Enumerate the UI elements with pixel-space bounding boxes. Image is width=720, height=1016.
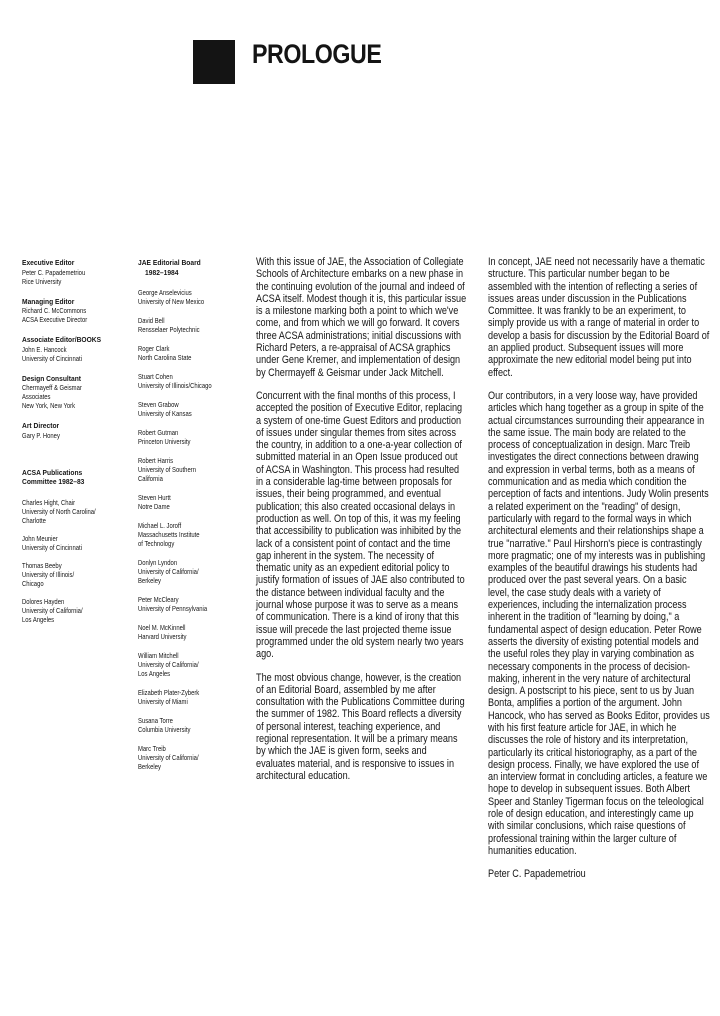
board-member xyxy=(138,595,256,613)
member-name: Dolores Hayden xyxy=(22,596,65,606)
member-name: Charles Hight, Chair xyxy=(22,497,76,507)
member-affiliation: University of Cincinnati xyxy=(22,542,82,552)
masthead-affiliation: University of Cincinnati xyxy=(22,353,82,363)
board-member xyxy=(138,716,256,734)
title-black-square xyxy=(193,40,235,84)
masthead-role: Design Consultant xyxy=(22,373,82,383)
board-title: JAE Editorial Board xyxy=(138,258,201,267)
committee-years: Committee 1982–83 xyxy=(22,477,85,486)
board-heading xyxy=(138,258,256,277)
masthead-role: Executive Editor xyxy=(22,258,75,267)
editorial-board xyxy=(138,258,256,781)
member-affiliation: Chicago xyxy=(22,578,44,588)
member-affiliation: Massachusetts Institute xyxy=(138,530,200,539)
board-member xyxy=(138,558,256,585)
masthead-name: Richard C. McCommons xyxy=(22,306,87,315)
member-affiliation: Charlotte xyxy=(22,515,46,525)
article-paragraph: Concurrent with the final months of this process, I accepted the position of Executive Editor, replacing a system of one-time Guest Editors and production of issues under singular themes from sites across the country, in addition to a one-a-year collection of submitted material in an Open Issue produced out of ACSA in Washington. This process had resulted in a considerable lag-time between proposals for issues, their being programmed, and eventual publication; this also created occasional delays in production as well. On top of this, it was my feeling that accessibility to publication was inhibited by the lack of a consistent point of contact and the time gap inherent in the system. The necessity of thematic unity as an expedient editorial policy to justify formation of issues of JAE also contributed to the distance between individual faculty and the journal whose purpose it was to serve as a means of communication. There is a kind of irony that this issue will precede the last projected theme issue programmed under the old system nearly two years ago. xyxy=(256,389,465,661)
member-affiliation: Los Angeles xyxy=(22,614,55,624)
member-affiliation: University of Pennsylvania xyxy=(138,604,208,613)
board-member xyxy=(138,400,256,418)
masthead-entry xyxy=(22,421,130,440)
board-member xyxy=(138,456,256,483)
masthead-role: Managing Editor xyxy=(22,296,75,306)
member-affiliation: Berkeley xyxy=(138,762,161,771)
member-affiliation: Harvard University xyxy=(138,632,187,641)
masthead-location: New York, New York xyxy=(22,401,76,410)
member-affiliation: California xyxy=(138,474,163,483)
masthead-name: Chermayeff & Geismar xyxy=(22,383,82,392)
article-paragraph: Our contributors, in a very loose way, have provided articles which hang together as a group in spite of the actual circumstances surrounding their appearance in the same issue. The main body are related to the process of conceptualization in design. Marc Treib investigates the direct connections between drawing and expression in verbal terms, both as a means of communication and as media which condition the perception of facts and intentions. Judy Wolin presents a related experiment on the "reading" of design, particularly with regard to the formal ways in which architectural elements and their relationships shape a true "narrative." Paul Hirshorn's piece is contrastingly more pragmatic; one of my interests was in publishing examples of the beautiful drawings his students had produced over the past several years. On a basic level, the case study deals with a variety of experiences, including the internalization process inherent in the tradition of "learning by doing," a fundamental aspect of design education. Peter Rowe asserts the diversity of existing potential models and the useful roles they play in varying combination as necessary components in the process of decision-making, inherent in the very nature of architectural design. A postscript to his piece, sent to us by Juan Bonta, amplifies a portion of the argument. John Hancock, who has served as Books Editor, provides us with his first feature article for JAE, in which he discusses the role of history and its interpretation, particularly its critical historiography, as a part of the design process. Finally, we have explored the use of an interview format in concluding articles, a feature we hope to develop in subsequent issues. Both Albert Speer and Stanley Tigerman focus on the teleological role of design education, and interestingly came up with similar conclusions, which raise questions of professional training within the larger culture of humanities education. xyxy=(488,389,710,857)
member-affiliation: University of Miami xyxy=(138,697,188,706)
board-member xyxy=(138,428,256,446)
member-affiliation: University of Illinois/Chicago xyxy=(138,381,212,390)
member-name: Robert Gutman xyxy=(138,428,179,437)
member-affiliation: University of California/ xyxy=(138,660,199,669)
masthead-name: John E. Hancock xyxy=(22,344,67,354)
member-affiliation: University of North Carolina/ xyxy=(22,506,96,516)
committee-member xyxy=(22,561,130,588)
member-name: Michael L. Joroff xyxy=(138,521,182,530)
member-affiliation: University of California/ xyxy=(22,605,83,615)
board-years: 1982–1984 xyxy=(145,267,179,277)
board-member xyxy=(138,316,256,334)
article-paragraph: The most obvious change, however, is the creation of an Editorial Board, assembled by me after consultation with the Publications Committee during the summer of 1982. This Board reflects a diversity of personal interest, teaching experience, and regional representation. It will be a primary means by which the JAE is given form, seeks and evaluates material, and is responsive to issues in architectural education. xyxy=(256,671,465,782)
masthead-entry xyxy=(22,374,130,411)
member-affiliation: University of Kansas xyxy=(138,409,192,418)
board-member xyxy=(138,372,256,390)
committee-title: ACSA Publications xyxy=(22,467,83,477)
masthead-entry xyxy=(22,335,130,363)
member-name: Susana Torre xyxy=(138,716,173,725)
board-member xyxy=(138,688,256,706)
article-paragraph: With this issue of JAE, the Association of Collegiate Schools of Architecture embarks on a new phase in the continuing evolution of the journal and indeed of ACSA itself. Modest though it is, this particular issue is a milestone marking both a point to which we've come, and from which we will go forward. It covers three ACSA administrations; initial discussions with Richard Peters, a re-appraisal of ACSA graphics under Gene Kremer, and implementation of design by Chermayeff & Geismar under Jack Mitchell. xyxy=(256,256,467,379)
member-affiliation: University of California/ xyxy=(138,567,199,576)
article-column-2 xyxy=(488,256,710,892)
masthead-role: Art Director xyxy=(22,421,60,430)
member-name: Peter McCleary xyxy=(138,595,179,604)
masthead-name: Gary P. Honey xyxy=(22,430,60,440)
member-affiliation: University of California/ xyxy=(138,753,199,762)
masthead-entry xyxy=(22,258,130,286)
masthead-entry xyxy=(22,297,130,325)
masthead-affiliation: ACSA Executive Director xyxy=(22,315,88,324)
member-name: Steven Grabow xyxy=(138,400,179,409)
member-name: Steven Hurtt xyxy=(138,493,171,502)
committee-member xyxy=(22,498,130,525)
page-title: PROLOGUE xyxy=(252,39,382,69)
board-member xyxy=(138,344,256,362)
member-name: Thomas Beeby xyxy=(22,560,62,570)
member-name: Stuart Cohen xyxy=(138,372,173,381)
article-column-1 xyxy=(256,256,467,793)
member-name: Noel M. McKinnell xyxy=(138,623,186,632)
member-name: Roger Clark xyxy=(138,344,170,353)
member-affiliation: North Carolina State xyxy=(138,353,192,362)
member-affiliation: University of New Mexico xyxy=(138,297,205,306)
member-name: Robert Harris xyxy=(138,456,174,465)
member-affiliation: of Technology xyxy=(138,539,175,548)
member-affiliation: Berkeley xyxy=(138,576,161,585)
masthead-affiliation: Rice University xyxy=(22,276,62,286)
member-name: William Mitchell xyxy=(138,651,179,660)
board-member xyxy=(138,623,256,641)
board-member xyxy=(138,651,256,678)
member-name: John Meunier xyxy=(22,533,58,543)
masthead xyxy=(22,258,130,633)
article-paragraph: In concept, JAE need not necessarily have a thematic structure. This particular number began to be assembled with the intention of reflecting a series of issues areas under discussion in the Publications Committee. It was frankly to be an experiment, to simply provide us with a range of material in order to develop a basis for discussion by the Editorial Board of an applied product. Subsequent issues will more approximate the new editorial model being put into effect. xyxy=(488,256,710,379)
board-member xyxy=(138,493,256,511)
board-member xyxy=(138,744,256,771)
member-name: Donlyn Lyndon xyxy=(138,558,178,567)
member-name: Elizabeth Plater-Zyberk xyxy=(138,688,200,697)
committee-member xyxy=(22,597,130,624)
member-affiliation: Los Angeles xyxy=(138,669,171,678)
masthead-name: Peter C. Papademetriou xyxy=(22,267,86,277)
member-affiliation: University of Southern xyxy=(138,465,196,474)
masthead-affiliation: Associates xyxy=(22,392,51,401)
committee-heading xyxy=(22,468,130,487)
member-affiliation: Notre Dame xyxy=(138,502,170,511)
member-name: Marc Treib xyxy=(138,744,166,753)
board-member xyxy=(138,288,256,306)
committee-member xyxy=(22,534,130,552)
member-affiliation: University of Illinois/ xyxy=(22,569,75,579)
member-name: David Bell xyxy=(138,316,165,325)
member-affiliation: Princeton University xyxy=(138,437,191,446)
member-affiliation: Columbia University xyxy=(138,725,191,734)
author-signature: Peter C. Papademetriou xyxy=(488,868,586,881)
masthead-role: Associate Editor/BOOKS xyxy=(22,335,102,344)
member-affiliation: Rensselaer Polytechnic xyxy=(138,325,200,334)
member-name: George Anselevicius xyxy=(138,288,192,297)
board-member xyxy=(138,521,256,548)
